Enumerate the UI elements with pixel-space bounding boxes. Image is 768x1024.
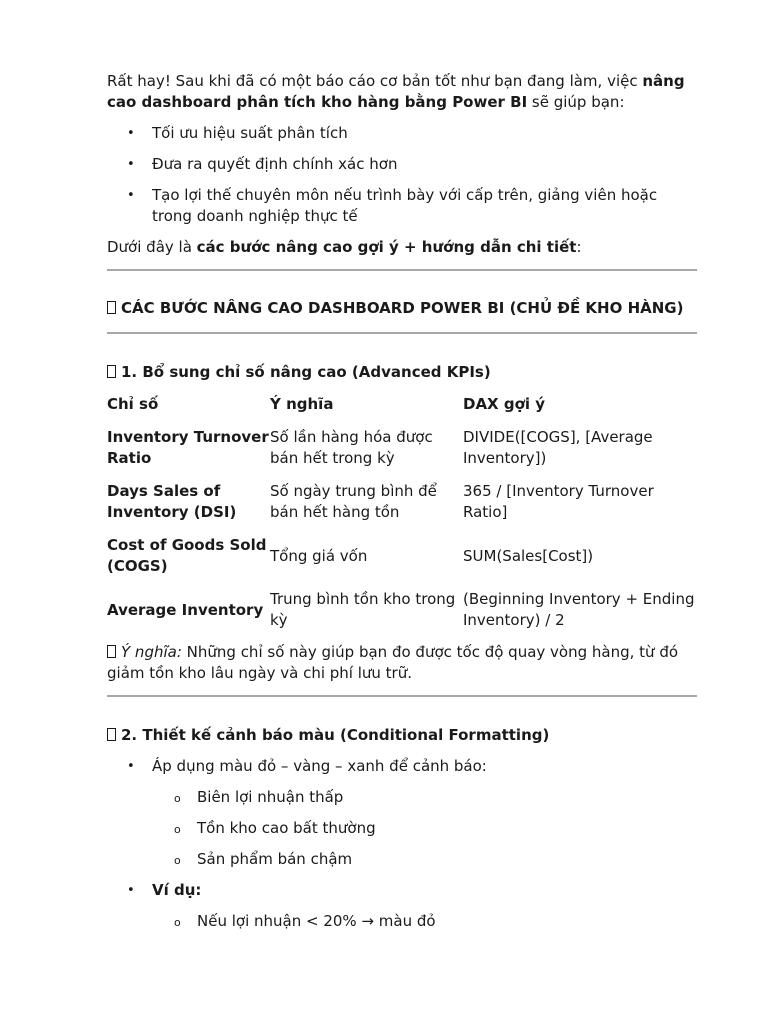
meaning-cell: Số lần hàng hóa được bán hết trong kỳ <box>270 428 433 467</box>
note-label: Ý nghĩa: <box>121 643 182 661</box>
column-header: Chỉ số <box>107 395 159 413</box>
table-row <box>107 535 699 577</box>
emoji-placeholder-icon <box>107 645 116 658</box>
circle-bullet-icon: o <box>174 854 181 867</box>
column-header: Ý nghĩa <box>270 395 334 413</box>
sub-list-item <box>107 787 697 808</box>
table-row <box>107 427 699 469</box>
lead-text-end: : <box>576 238 582 256</box>
sub-list-item-text: Tồn kho cao bất thường <box>197 819 376 837</box>
lead-bold-text: các bước nâng cao gợi ý + hướng dẫn chi tiết <box>196 238 577 256</box>
bullet-icon: • <box>127 883 135 898</box>
dax-cell: DIVIDE([COGS], [Average Inventory]) <box>463 428 653 467</box>
divider <box>107 695 697 697</box>
list-item <box>107 185 697 227</box>
bullet-icon: • <box>127 188 135 203</box>
intro-paragraph <box>107 71 697 113</box>
sub-list-item-text: Biên lợi nhuận thấp <box>197 788 344 806</box>
list-item-text: Tạo lợi thế chuyên môn nếu trình bày với cấp trên, giảng viên hoặc trong doanh nghiệp thực tế <box>152 186 658 225</box>
list-item <box>107 123 697 144</box>
list-item-text: Đưa ra quyết định chính xác hơn <box>152 155 398 173</box>
document-body <box>107 71 697 942</box>
example-sublist <box>107 911 697 932</box>
list-item <box>107 154 697 175</box>
meaning-cell: Số ngày trung bình để bán hết hàng tồn <box>270 482 437 521</box>
meaning-cell: Tổng giá vốn <box>270 546 368 565</box>
list-item-text: Áp dụng màu đỏ – vàng – xanh để cảnh báo: <box>152 757 487 775</box>
sub-list-item-text: Nếu lợi nhuận < 20% → màu đỏ <box>197 912 436 930</box>
lead-paragraph <box>107 237 697 258</box>
bullet-icon: • <box>127 126 135 141</box>
main-title <box>107 298 697 319</box>
section1-title <box>107 362 697 383</box>
kpi-table <box>107 394 699 631</box>
dax-cell: (Beginning Inventory + Ending Inventory) / 2 <box>463 590 695 629</box>
metric-cell: Days Sales of Inventory (DSI) <box>107 482 237 521</box>
example-label: Ví dụ: <box>152 881 202 899</box>
formatting-list <box>107 756 697 777</box>
list-item <box>107 756 697 777</box>
circle-bullet-icon: o <box>174 792 181 805</box>
intro-text: Rất hay! Sau khi đã có một báo cáo cơ bản tốt như bạn đang làm, việc <box>107 72 643 90</box>
table-row <box>107 589 699 631</box>
sub-list-item <box>107 818 697 839</box>
divider <box>107 269 697 271</box>
bullet-icon: • <box>127 157 135 172</box>
metric-cell: Inventory Turnover Ratio <box>107 428 269 467</box>
sub-list-item <box>107 911 697 932</box>
metric-cell: Average Inventory <box>107 600 264 619</box>
dax-cell: 365 / [Inventory Turnover Ratio] <box>463 482 654 521</box>
sub-list-item-text: Sản phẩm bán chậm <box>197 850 353 868</box>
warning-sublist <box>107 787 697 870</box>
table-header-row <box>107 394 699 415</box>
sub-list-item <box>107 849 697 870</box>
benefit-list <box>107 123 697 227</box>
main-title-text: CÁC BƯỚC NÂNG CAO DASHBOARD POWER BI (CHỦ ĐỀ KHO HÀNG) <box>121 299 684 317</box>
emoji-placeholder-icon <box>107 301 116 314</box>
list-item <box>107 880 697 901</box>
section1-title-text: 1. Bổ sung chỉ số nâng cao (Advanced KPIs) <box>121 363 491 381</box>
section2-title-text: 2. Thiết kế cảnh báo màu (Conditional Formatting) <box>121 726 550 744</box>
meaning-cell: Trung bình tồn kho trong kỳ <box>270 590 456 629</box>
section1-note <box>107 642 697 684</box>
note-text: Những chỉ số này giúp bạn đo được tốc độ quay vòng hàng, từ đó giảm tồn kho lâu ngày và chi phí lưu trữ. <box>107 643 679 682</box>
dax-cell: SUM(Sales[Cost]) <box>463 546 594 565</box>
column-header: DAX gợi ý <box>463 395 546 413</box>
emoji-placeholder-icon <box>107 728 116 741</box>
table-row <box>107 481 699 523</box>
list-item-text: Tối ưu hiệu suất phân tích <box>152 124 348 142</box>
lead-text: Dưới đây là <box>107 238 197 256</box>
metric-cell: Cost of Goods Sold (COGS) <box>107 536 267 575</box>
section2-title <box>107 725 697 746</box>
example-list <box>107 880 697 901</box>
divider <box>107 332 697 334</box>
intro-bold-text: nâng cao dashboard phân tích kho hàng bằng Power BI <box>107 72 685 111</box>
circle-bullet-icon: o <box>174 916 181 929</box>
circle-bullet-icon: o <box>174 823 181 836</box>
bullet-icon: • <box>127 759 135 774</box>
intro-text-end: sẽ giúp bạn: <box>527 93 625 111</box>
emoji-placeholder-icon <box>107 365 116 378</box>
